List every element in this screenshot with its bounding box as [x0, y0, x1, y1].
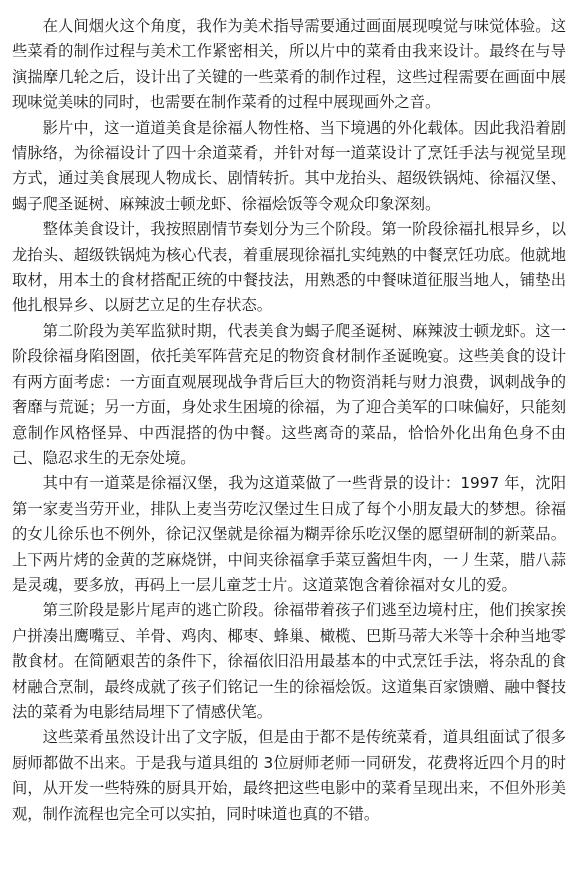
paragraph-2: 影片中，这一道道美食是徐福人物性格、当下境遇的外化载体。因此我沿着剧情脉络，为徐福设计了四十余道菜肴，并针对每一道菜设计了烹饪手法与视觉呈现方式，通过美食展现人物成长、剧情转折。其中龙抬头、超级铁锅炖、徐福汉堡、蝎子爬圣诞树、麻辣波士顿龙虾、徐福烩饭等令观众印象深刻。	[12, 118, 566, 213]
paragraph-4: 第二阶段为美军监狱时期，代表美食为蝎子爬圣诞树、麻辣波士顿龙虾。这一阶段徐福身陷囹圄，依托美军阵营充足的物资食材制作圣诞晚宴。这些美食的设计有两方面考虑：一方面直观展现战争背后巨大的物资消耗与财力浪费，讽刺战争的奢靡与荒诞；另一方面，身处求生困境的徐福，为了迎合美军的口味偏好，只能刻意制作风格怪异、中西混搭的伪中餐。这些离奇的菜品，恰恰外化出角色身不由己、隐忍求生的无奈处境。	[12, 321, 566, 467]
paragraph-6: 第三阶段是影片尾声的逃亡阶段。徐福带着孩子们逃至边境村庄，他们挨家挨户拼凑出鹰嘴豆、羊骨、鸡肉、椰枣、蜂巢、橄榄、巴斯马蒂大米等十余种当地零散食材。在简陋艰苦的条件下，徐福依旧沿用最基本的中式烹饪手法，将杂乱的食材融合烹制，最终成就了孩子们铭记一生的徐福烩饭。这道集百家馈赠、融中餐技法的菜肴为电影结局埋下了情感伏笔。	[12, 601, 566, 721]
paragraph-3: 整体美食设计，我按照剧情节奏划分为三个阶段。第一阶段徐福扎根异乡，以龙抬头、超级铁锅炖为核心代表，着重展现徐福扎实纯熟的中餐烹饪功底。他就地取材，用本土的食材搭配正统的中餐技法，用熟悉的中餐味道征服当地人，铺垫出他扎根异乡、以厨艺立足的生存状态。	[12, 220, 566, 315]
paragraph-5: 其中有一道菜是徐福汉堡，我为这道菜做了一些背景的设计：1997 年，沈阳第一家麦当劳开业，排队上麦当劳吃汉堡过生日成了每个小朋友最大的梦想。徐福的女儿徐乐也不例外，徐记汉堡就是徐福为糊弄徐乐吃汉堡的愿望研制的新菜品。上下两片烤的金黄的芝麻烧饼，中间夹徐福拿手菜豆酱炟牛肉，一丿生菜，腊八蒜是灵魂，要多放，再码上一层儿童芝士片。这道菜饱含着徐福对女儿的爱。	[12, 474, 566, 594]
paragraph-7: 这些菜肴虽然设计出了文字版，但是由于都不是传统菜肴，道具组面试了很多厨师都做不出来。于是我与道具组的 3位厨师老师一同研发，花费将近四个月的时间，从开发一些特殊的厨具开始，最终把这些电影中的菜肴呈现出来，不但外形美观，制作流程也完全可以实拍，同时味道也真的不错。	[12, 728, 566, 823]
paragraph-1: 在人间烟火这个角度，我作为美术指导需要通过画面展现嗅觉与味觉体验。这些菜肴的制作过程与美术工作紧密相关，所以片中的菜肴由我来设计。最终在与导演揣摩几轮之后，设计出了关键的一些菜肴的制作过程，这些过程需要在画面中展现味觉美味的同时，也需要在制作菜肴的过程中展现画外之音。	[12, 17, 566, 112]
